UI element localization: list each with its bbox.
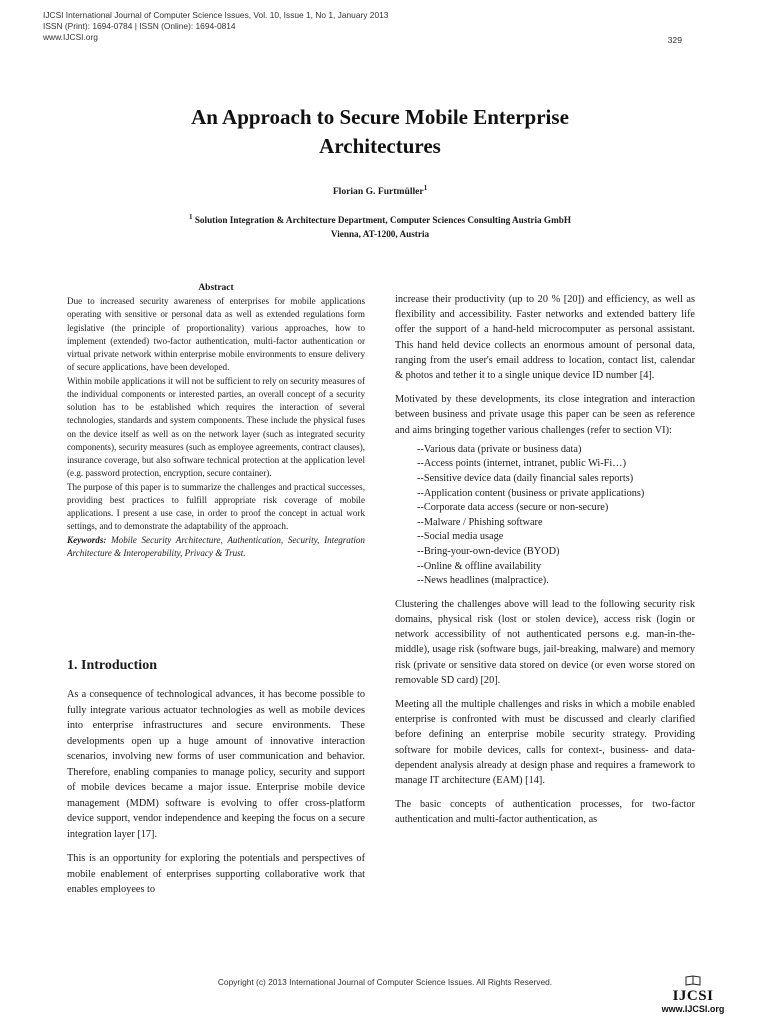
page-number: 329 — [667, 35, 682, 45]
body-paragraph: Motivated by these developments, its close integration and interaction between business and private usage this paper can be seen as reference and aims bringing together various challenges (refer to section VI): — [395, 394, 695, 436]
list-item: --Corporate data access (secure or non-secure) — [417, 502, 609, 514]
author-name: Florian G. Furtmüller — [332, 186, 424, 198]
title-line-1: An Approach to Secure Mobile Enterprise — [191, 105, 569, 129]
list-item: --Social media usage — [417, 531, 504, 543]
abstract-paragraph: The purpose of this paper is to summarize the challenges and practical successes, providing best practices to fulfill appropriate risk coverage of mobile applications. I present a use case, in order to proof the concept in actual work settings, and to demonstrate the adaptability of the approach. — [67, 481, 365, 532]
author-sup: 1 — [423, 184, 428, 192]
abstract-paragraph: Due to increased security awareness of enterprises for mobile applications operating with sensitive or personal data as well as extended regulations form legislative (the principle of proportionality) various approaches, how to implement (extended) two-factor authentication, multi-factor authentication or virtual private network within enterprise mobile environments to ensure delivery of secure applications, have been developed. — [67, 296, 365, 373]
body-paragraph: Meeting all the multiple challenges and risks in which a mobile enabled enterprise is confronted with must be discussed and clearly clarified before defining an enterprise mobile security strategy. Providing software for mobile devices, calls for context-, business- and data-dependent analysis already at design phase and requires a framework to manage IT architecture (EAM) [14]. — [395, 698, 695, 786]
journal-line: IJCSI International Journal of Computer Science Issues, Vol. 10, Issue 1, No 1, January 2013 — [43, 10, 389, 20]
affiliation-line-1: Solution Integration & Architecture Department, Computer Sciences Consulting Austria GmbH — [194, 215, 571, 226]
list-item: --Bring-your-own-device (BYOD) — [417, 545, 560, 557]
copyright-footer: Copyright (c) 2013 International Journal of Computer Science Issues. All Rights Reserved. — [217, 977, 553, 987]
list-item: --Sensitive device data (daily financial sales reports) — [417, 473, 634, 485]
challenge-list — [417, 443, 695, 589]
journal-url: www.IJCSI.org — [43, 32, 98, 42]
body-paragraph: As a consequence of technological advances, it has become possible to fully integrate various actuator technologies as well as mobile devices into enterprise infrastructures and secure environments. These developments open up a huge amount of innovative interaction scenarios, involving new forms of user communication and behavior. Therefore, enabling companies to manage policy, security and support of mobile devices became a major issue. Enterprise mobile device management (MDM) software is evolving to offer cross-platform device support, vendor independence and keeping the focus on a secure integration layer [17]. — [67, 689, 365, 840]
body-paragraph: Clustering the challenges above will lead to the following security risk domains, physical risk (lost or stolen device), access risk (login or network accessibility of not authenticated persons e.g. man-in-the-middle), usage risk (software bugs, jail-breaking, malware) and memory risk (private or sensitive data stored on device (or even worse stored on removable SD card) [20]. — [395, 598, 695, 686]
abstract-heading: Abstract — [198, 283, 234, 293]
author — [60, 184, 700, 197]
list-item: --Various data (private or business data) — [417, 443, 582, 455]
list-item: --Online & offline availability — [417, 560, 542, 572]
affil-sup: 1 — [189, 213, 193, 221]
right-column — [395, 292, 695, 837]
list-item: --Malware / Phishing software — [417, 516, 543, 528]
running-header — [43, 10, 683, 43]
logo-url: www.IJCSI.org — [661, 1004, 725, 1014]
abstract-body — [67, 295, 365, 560]
logo-name: IJCSI — [672, 988, 714, 1004]
book-icon — [655, 975, 731, 989]
list-item: --News headlines (malpractice). — [417, 575, 549, 587]
body-paragraph: increase their productivity (up to 20 % [20]) and efficiency, as well as flexibility and accessibility. Faster networks and extended battery life offer the support of a hand-held microcomputer as personal assistant. This hand held device collects an enormous amount of personal data, ranging from the user's email address to location, contact list, calendar & photos and tether it to a single unique device ID number [4]. — [395, 294, 695, 382]
title-line-2: Architectures — [319, 134, 441, 158]
keywords-text: Mobile Security Architecture, Authentication, Security, Integration Architecture & Interoperability, Privacy & Trust. — [67, 534, 365, 558]
paper-title — [60, 103, 700, 161]
keywords — [67, 534, 365, 561]
abstract-paragraph: Within mobile applications it will not be sufficient to rely on security measures of the individual components or interested parties, an overall concept of a security solution has to be established which requires the interaction of several technologies, standards and system components. These include the physical fuses on the device itself as well as on the network layer (such as integrated security components), security measures (such as employee agreements, contract clauses), insurance coverage, but also software technical protection at the application level (e.g. password protection, encryption, secure container). — [67, 375, 365, 479]
section-heading-introduction: 1. Introduction — [67, 658, 157, 673]
body-paragraph: This is an opportunity for exploring the potentials and perspectives of mobile enablement of enterprises supporting collaborative work that enables employees to — [67, 853, 365, 895]
keywords-label: Keywords: — [67, 534, 107, 545]
list-item: --Access points (internet, intranet, public Wi-Fi…) — [417, 458, 626, 470]
affiliation-line-2: Vienna, AT-1200, Austria — [330, 229, 430, 240]
journal-logo — [655, 975, 731, 1014]
introduction-body — [67, 687, 365, 907]
issn-line: ISSN (Print): 1694-0784 | ISSN (Online): 1694-0814 — [43, 21, 236, 31]
body-paragraph: The basic concepts of authentication processes, for two-factor authentication and multi-factor authentication, as — [395, 799, 695, 826]
affiliation — [100, 210, 660, 241]
list-item: --Application content (business or private applications) — [417, 487, 645, 499]
